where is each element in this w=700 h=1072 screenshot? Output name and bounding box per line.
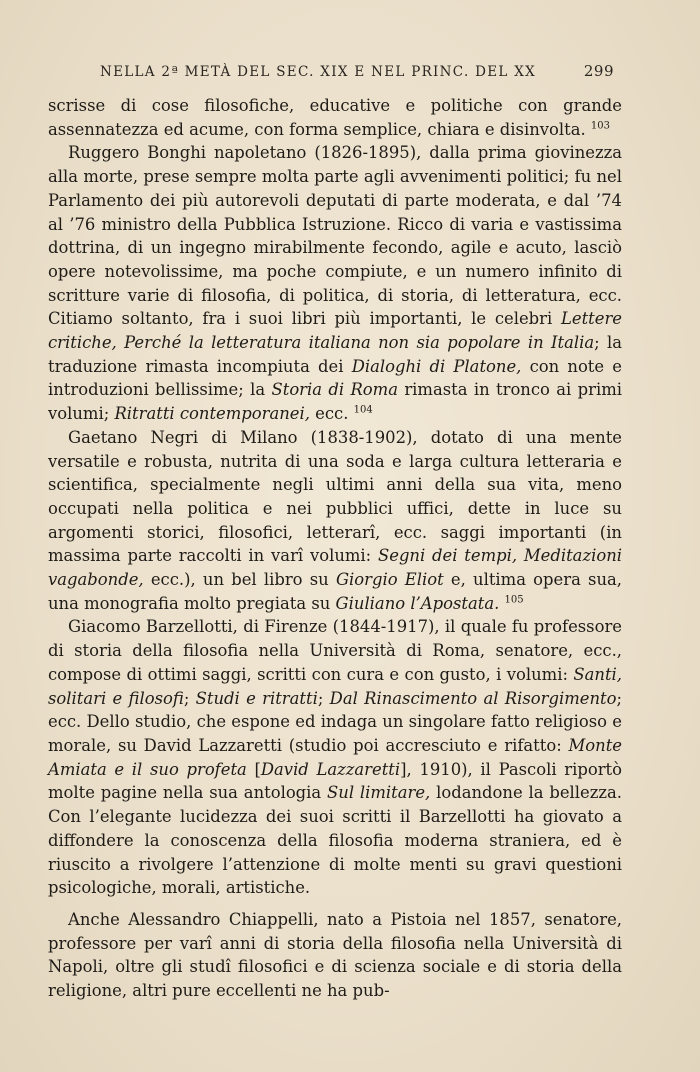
text-run: con note e introduzioni bellissime; la	[48, 356, 622, 400]
italic-title: Ritratti contemporanei,	[114, 404, 310, 424]
italic-title: Monte Amiata e il suo profeta	[48, 735, 622, 779]
italic-title: Studi e ritratti	[195, 688, 318, 708]
paragraph	[48, 908, 622, 1003]
text-run: e, ultima opera sua, una monografia molto pregiata su	[48, 570, 622, 613]
text-run: Anche Alessandro Chiappelli, nato a Pistoia nel 1857, senatore, professore per varî anni di storia della filosofia nella Università di Napoli, oltre gli studî filosofici e di scienza sociale e di storia della religione, altri pure eccellenti ne ha pub-	[48, 909, 622, 1001]
text-run: ], 1910), il Pascoli riportò molte pagine nella sua antologia	[48, 759, 622, 803]
text-run: ;	[317, 688, 330, 708]
footnote-ref: 105	[504, 594, 524, 606]
italic-title: Segni dei tempi, Meditazioni vagabonde,	[48, 546, 622, 590]
paragraph	[48, 426, 622, 616]
body-text	[48, 94, 622, 1003]
text-run: [	[246, 759, 261, 779]
text-run: Gaetano Negri di Milano (1838-1902), dotato di una mente versatile e robusta, nutrita di una soda e larga cultura letteraria e scientifica, specialmente negli ultimi anni della sua vita, meno occupati nella politica e nei pubblici uffici, dette in luce su argomenti storici, filosofici, letterarî, ecc. saggi importanti (in massima parte raccolti in varî volumi:	[48, 427, 622, 566]
italic-title: Storia di Roma	[271, 380, 398, 400]
paragraph	[48, 94, 622, 141]
text-run: rimasta in tronco ai primi volumi;	[48, 380, 622, 424]
footnote-ref: 104	[353, 404, 373, 416]
italic-title: David Lazzaretti	[260, 759, 401, 779]
italic-title: Dialoghi di Platone,	[351, 356, 522, 376]
text-run: Giacomo Barzellotti, di Firenze (1844-1917), il quale fu professore di storia della filosofia nella Università di Roma, senatore, ecc., compose di ottimi saggi, scritti con cura e con gusto, i volumi:	[48, 617, 622, 684]
page-header	[100, 60, 614, 86]
paragraph	[48, 141, 622, 425]
italic-title: Giorgio Eliot	[335, 570, 444, 590]
paragraph	[48, 615, 622, 899]
footnote-ref: 103	[590, 120, 610, 132]
text-run: scrisse di cose filosofiche, educative e politiche con grande assennatezza ed acume, con forma semplice, chiara e disinvolta.	[48, 96, 622, 139]
text-run: Ruggero Bonghi napoletano (1826-1895), dalla prima giovinezza alla morte, prese sempre molta parte agli avvenimenti politici; fu nel Parlamento dei più autorevoli deputati di parte moderata, e dal ’74 al ’76 ministro della Pubblica Istruzione. Ricco di varia e vastissima dottrina, di un ingegno mirabilmente fecondo, agile e acuto, lasciò opere notevolissime, ma poche compiute, e un numero infinito di scritture varie di filosofia, di politica, di storia, di letteratura, ecc. Citiamo soltanto, fra i suoi libri più importanti, le celebri	[48, 143, 622, 329]
text-run: lodandone la bellezza. Con l’elegante lucidezza dei suoi scritti il Barzellotti ha giovato a diffondere la conoscenza della filosofia moderna straniera, ed è riuscito a rivolgere l’attenzione di molte menti su gravi questioni psicologiche, morali, artistiche.	[48, 783, 622, 898]
italic-title: Giuliano l’Apostata.	[335, 593, 500, 613]
running-title: NELLA 2ª METÀ DEL SEC. XIX E NEL PRINC. DEL XX	[100, 64, 537, 80]
text-run: ecc.), un bel libro su	[143, 570, 336, 590]
text-run: ; la traduzione rimasta incompiuta dei	[48, 333, 622, 376]
page-number: 299	[583, 62, 614, 80]
text-run: ; ecc. Dello studio, che espone ed indaga un singolare fatto religioso e morale, su David Lazzaretti (studio poi accresciuto e rifatto:	[48, 688, 623, 755]
italic-title: Lettere critiche, Perché la letteratura italiana non sia popolare in Italia	[48, 309, 622, 353]
italic-title: Santi, solitari e filosofi	[48, 664, 622, 708]
italic-title: Sul limitare,	[327, 783, 431, 803]
italic-title: Dal Rinascimento al Risorgimento	[329, 688, 617, 708]
text-run: ;	[183, 688, 196, 708]
text-run: ecc.	[309, 404, 354, 424]
